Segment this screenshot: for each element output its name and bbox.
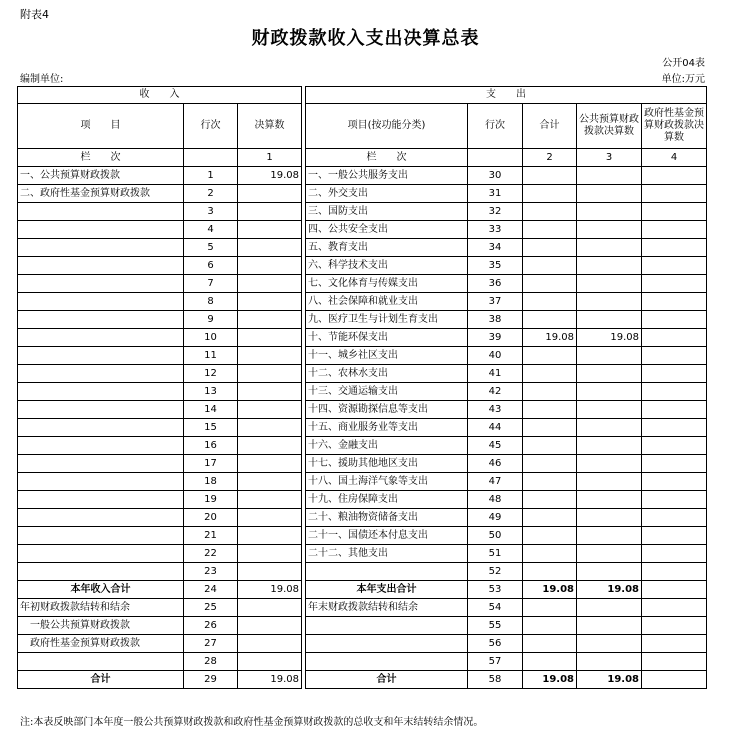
expense-total-cell [523, 509, 577, 527]
expense-total-cell [523, 599, 577, 617]
expense-public-budget-cell [577, 437, 642, 455]
column-index-number: 3 [577, 149, 642, 167]
income-line-no-cell: 16 [184, 437, 238, 455]
expense-gov-fund-cell [642, 473, 707, 491]
expense-line-no-cell: 39 [468, 329, 523, 347]
column-index-cell [468, 149, 523, 167]
compiler-label: 编制单位: [20, 74, 64, 85]
column-index-number: 4 [642, 149, 707, 167]
income-item-cell: 本年收入合计 [18, 581, 184, 599]
expense-gov-fund-cell [642, 185, 707, 203]
income-item-cell [18, 275, 184, 293]
expense-item-cell: 十四、资源勘探信息等支出 [306, 401, 468, 419]
expense-line-no-cell: 41 [468, 365, 523, 383]
table-row [18, 257, 707, 275]
expense-line-no-cell: 55 [468, 617, 523, 635]
public-budget-header: 公共预算财政拨款决算数 [577, 104, 642, 149]
line-no-header: 行次 [184, 104, 238, 149]
table-row [18, 653, 707, 671]
income-line-no-cell: 14 [184, 401, 238, 419]
expense-line-no-cell: 31 [468, 185, 523, 203]
expense-public-budget-cell [577, 473, 642, 491]
income-line-no-cell: 9 [184, 311, 238, 329]
expense-item-cell: 二十、粮油物资储备支出 [306, 509, 468, 527]
expense-gov-fund-cell [642, 653, 707, 671]
expense-public-budget-cell [577, 455, 642, 473]
expense-gov-fund-cell [642, 275, 707, 293]
income-item-cell [18, 437, 184, 455]
income-amount-cell [238, 455, 302, 473]
expense-item-cell: 年末财政拨款结转和结余 [306, 599, 468, 617]
expense-line-no-cell: 34 [468, 239, 523, 257]
expense-gov-fund-cell [642, 599, 707, 617]
expense-total-cell [523, 653, 577, 671]
expense-public-budget-cell [577, 545, 642, 563]
expense-total-cell [523, 347, 577, 365]
expense-gov-fund-cell [642, 581, 707, 599]
expense-total-cell [523, 239, 577, 257]
income-item-cell [18, 653, 184, 671]
expense-item-cell: 合计 [306, 671, 468, 689]
expense-line-no-cell: 57 [468, 653, 523, 671]
column-index-label: 栏 次 [18, 149, 184, 167]
income-item-cell [18, 491, 184, 509]
expense-item-cell: 十八、国土海洋气象等支出 [306, 473, 468, 491]
expense-line-no-cell: 54 [468, 599, 523, 617]
expense-public-budget-cell [577, 185, 642, 203]
income-amount-cell [238, 635, 302, 653]
table-row [18, 347, 707, 365]
expense-total-cell [523, 257, 577, 275]
expense-item-cell: 二十一、国债还本付息支出 [306, 527, 468, 545]
income-item-cell: 二、政府性基金预算财政拨款 [18, 185, 184, 203]
table-row [18, 617, 707, 635]
expense-gov-fund-cell [642, 455, 707, 473]
expense-line-no-cell: 46 [468, 455, 523, 473]
income-item-cell [18, 257, 184, 275]
expense-total-cell [523, 167, 577, 185]
expense-public-budget-cell [577, 383, 642, 401]
expense-item-cell: 十九、住房保障支出 [306, 491, 468, 509]
expense-gov-fund-cell [642, 257, 707, 275]
income-line-no-cell: 25 [184, 599, 238, 617]
income-amount-cell [238, 329, 302, 347]
income-line-no-cell: 20 [184, 509, 238, 527]
income-line-no-cell: 28 [184, 653, 238, 671]
expense-line-no-cell: 36 [468, 275, 523, 293]
income-item-cell [18, 311, 184, 329]
income-item-cell [18, 329, 184, 347]
expense-public-budget-cell: 19.08 [577, 671, 642, 689]
expense-total-cell [523, 419, 577, 437]
appendix-label: 附表4 [20, 8, 49, 21]
section-header-row [18, 87, 707, 104]
expense-public-budget-cell [577, 599, 642, 617]
expense-line-no-cell: 45 [468, 437, 523, 455]
expense-line-no-cell: 48 [468, 491, 523, 509]
expense-total-cell [523, 401, 577, 419]
table-row [18, 239, 707, 257]
footnote: 注:本表反映部门本年度一般公共预算财政拨款和政府性基金预算财政拨款的总收支和年末结转结余情况。 [20, 717, 484, 728]
table-row [18, 185, 707, 203]
income-line-no-cell: 5 [184, 239, 238, 257]
expense-gov-fund-cell [642, 401, 707, 419]
expense-gov-fund-cell [642, 329, 707, 347]
expense-line-no-cell: 30 [468, 167, 523, 185]
income-amount-cell: 19.08 [238, 167, 302, 185]
expense-total-cell [523, 311, 577, 329]
expense-item-cell: 八、社会保障和就业支出 [306, 293, 468, 311]
income-amount-cell [238, 473, 302, 491]
income-item-cell: 年初财政拨款结转和结余 [18, 599, 184, 617]
expense-total-cell: 19.08 [523, 671, 577, 689]
table-row [18, 203, 707, 221]
item-header: 项 目 [18, 104, 184, 149]
column-index-label-2: 栏 次 [306, 149, 468, 167]
expense-gov-fund-cell [642, 311, 707, 329]
expense-item-cell: 七、文化体育与传媒支出 [306, 275, 468, 293]
income-line-no-cell: 26 [184, 617, 238, 635]
expense-line-no-cell: 42 [468, 383, 523, 401]
expense-item-cell: 五、教育支出 [306, 239, 468, 257]
expense-public-budget-cell [577, 203, 642, 221]
income-amount-cell [238, 275, 302, 293]
income-amount-cell [238, 203, 302, 221]
column-index-number: 1 [238, 149, 302, 167]
income-line-no-cell: 15 [184, 419, 238, 437]
expense-gov-fund-cell [642, 167, 707, 185]
expense-gov-fund-cell [642, 671, 707, 689]
expense-gov-fund-cell [642, 347, 707, 365]
income-amount-cell [238, 563, 302, 581]
income-line-no-cell: 10 [184, 329, 238, 347]
income-amount-cell [238, 437, 302, 455]
income-amount-cell [238, 419, 302, 437]
income-item-cell [18, 239, 184, 257]
expense-header: 支 出 [306, 87, 707, 104]
income-line-no-cell: 21 [184, 527, 238, 545]
income-line-no-cell: 22 [184, 545, 238, 563]
expense-gov-fund-cell [642, 527, 707, 545]
expense-gov-fund-cell [642, 383, 707, 401]
income-item-cell [18, 419, 184, 437]
expense-total-cell [523, 473, 577, 491]
table-row [18, 527, 707, 545]
expense-public-budget-cell: 19.08 [577, 329, 642, 347]
income-line-no-cell: 3 [184, 203, 238, 221]
table-row [18, 167, 707, 185]
income-amount-cell [238, 311, 302, 329]
table-row [18, 491, 707, 509]
income-amount-cell: 19.08 [238, 671, 302, 689]
expense-gov-fund-cell [642, 419, 707, 437]
table-row [18, 563, 707, 581]
expense-line-no-cell: 47 [468, 473, 523, 491]
expense-line-no-cell: 56 [468, 635, 523, 653]
expense-gov-fund-cell [642, 203, 707, 221]
form-number: 公开04表 [662, 58, 705, 69]
income-amount-cell [238, 239, 302, 257]
expense-item-cell: 十、节能环保支出 [306, 329, 468, 347]
expense-item-cell: 十七、援助其他地区支出 [306, 455, 468, 473]
expense-item-cell: 四、公共安全支出 [306, 221, 468, 239]
income-amount-cell [238, 185, 302, 203]
expense-total-cell [523, 455, 577, 473]
expense-item-cell [306, 617, 468, 635]
expense-total-cell: 19.08 [523, 581, 577, 599]
expense-public-budget-cell [577, 167, 642, 185]
expense-public-budget-cell [577, 275, 642, 293]
total-header: 合计 [523, 104, 577, 149]
table-row [18, 473, 707, 491]
expense-item-cell: 二十二、其他支出 [306, 545, 468, 563]
expense-public-budget-cell [577, 653, 642, 671]
gov-fund-header: 政府性基金预算财政拨款决算数 [642, 104, 707, 149]
expense-item-cell: 六、科学技术支出 [306, 257, 468, 275]
expense-item-cell: 三、国防支出 [306, 203, 468, 221]
income-item-cell [18, 455, 184, 473]
expense-gov-fund-cell [642, 617, 707, 635]
expense-public-budget-cell [577, 419, 642, 437]
income-item-cell [18, 221, 184, 239]
income-line-no-cell: 23 [184, 563, 238, 581]
income-amount-cell [238, 509, 302, 527]
income-amount-cell [238, 293, 302, 311]
income-item-cell: 合计 [18, 671, 184, 689]
income-item-cell [18, 527, 184, 545]
income-item-cell [18, 473, 184, 491]
income-item-cell: 一般公共预算财政拨款 [18, 617, 184, 635]
income-item-cell [18, 563, 184, 581]
table-row [18, 419, 707, 437]
income-line-no-cell: 6 [184, 257, 238, 275]
income-item-cell [18, 293, 184, 311]
expense-item-cell: 二、外交支出 [306, 185, 468, 203]
expense-item-cell: 十一、城乡社区支出 [306, 347, 468, 365]
income-amount-cell [238, 545, 302, 563]
expense-public-budget-cell [577, 221, 642, 239]
column-index-row [18, 149, 707, 167]
table-row [18, 311, 707, 329]
income-amount-cell [238, 257, 302, 275]
expense-total-cell [523, 491, 577, 509]
expense-item-cell [306, 653, 468, 671]
table-row [18, 581, 707, 599]
table-row [18, 293, 707, 311]
final-accounts-table [17, 86, 707, 689]
expense-item-cell: 本年支出合计 [306, 581, 468, 599]
income-line-no-cell: 27 [184, 635, 238, 653]
expense-total-cell [523, 563, 577, 581]
income-line-no-cell: 7 [184, 275, 238, 293]
table-row [18, 383, 707, 401]
expense-total-cell [523, 527, 577, 545]
income-line-no-cell: 12 [184, 365, 238, 383]
final-amount-header: 决算数 [238, 104, 302, 149]
expense-line-no-cell: 33 [468, 221, 523, 239]
expense-public-budget-cell: 19.08 [577, 581, 642, 599]
expense-item-cell: 十五、商业服务业等支出 [306, 419, 468, 437]
table-row [18, 509, 707, 527]
expense-public-budget-cell [577, 311, 642, 329]
expense-gov-fund-cell [642, 293, 707, 311]
expense-total-cell [523, 293, 577, 311]
expense-total-cell [523, 383, 577, 401]
expense-item-cell: 一、一般公共服务支出 [306, 167, 468, 185]
table-row [18, 455, 707, 473]
income-line-no-cell: 2 [184, 185, 238, 203]
expense-gov-fund-cell [642, 563, 707, 581]
expense-public-budget-cell [577, 617, 642, 635]
expense-total-cell [523, 617, 577, 635]
income-line-no-cell: 8 [184, 293, 238, 311]
income-amount-cell [238, 653, 302, 671]
income-amount-cell [238, 401, 302, 419]
line-no-header-2: 行次 [468, 104, 523, 149]
table-row [18, 365, 707, 383]
column-index-number: 2 [523, 149, 577, 167]
expense-line-no-cell: 43 [468, 401, 523, 419]
expense-item-cell: 九、医疗卫生与计划生育支出 [306, 311, 468, 329]
income-item-cell [18, 347, 184, 365]
expense-total-cell [523, 437, 577, 455]
expense-item-cell [306, 635, 468, 653]
expense-gov-fund-cell [642, 365, 707, 383]
expense-line-no-cell: 49 [468, 509, 523, 527]
expense-line-no-cell: 37 [468, 293, 523, 311]
column-index-cell [184, 149, 238, 167]
expense-item-cell [306, 563, 468, 581]
expense-gov-fund-cell [642, 635, 707, 653]
expense-gov-fund-cell [642, 239, 707, 257]
income-item-cell: 一、公共预算财政拨款 [18, 167, 184, 185]
income-amount-cell [238, 491, 302, 509]
income-item-cell [18, 203, 184, 221]
report-title: 财政拨款收入支出决算总表 [251, 28, 480, 49]
expense-total-cell [523, 545, 577, 563]
income-amount-cell [238, 347, 302, 365]
expense-total-cell [523, 635, 577, 653]
income-line-no-cell: 4 [184, 221, 238, 239]
expense-public-budget-cell [577, 563, 642, 581]
expense-total-cell: 19.08 [523, 329, 577, 347]
table-row [18, 401, 707, 419]
expense-total-cell [523, 275, 577, 293]
income-amount-cell [238, 221, 302, 239]
income-line-no-cell: 18 [184, 473, 238, 491]
table-row [18, 545, 707, 563]
income-line-no-cell: 29 [184, 671, 238, 689]
expense-gov-fund-cell [642, 221, 707, 239]
expense-public-budget-cell [577, 239, 642, 257]
income-item-cell [18, 509, 184, 527]
expense-item-cell: 十二、农林水支出 [306, 365, 468, 383]
expense-public-budget-cell [577, 257, 642, 275]
expense-gov-fund-cell [642, 545, 707, 563]
income-line-no-cell: 1 [184, 167, 238, 185]
expense-total-cell [523, 185, 577, 203]
income-amount-cell [238, 599, 302, 617]
column-header-row [18, 104, 707, 149]
expense-item-cell: 十三、交通运输支出 [306, 383, 468, 401]
expense-total-cell [523, 221, 577, 239]
income-header: 收 入 [18, 87, 302, 104]
expense-public-budget-cell [577, 401, 642, 419]
expense-gov-fund-cell [642, 491, 707, 509]
expense-line-no-cell: 40 [468, 347, 523, 365]
expense-line-no-cell: 50 [468, 527, 523, 545]
income-line-no-cell: 11 [184, 347, 238, 365]
table-row [18, 221, 707, 239]
expense-public-budget-cell [577, 527, 642, 545]
expense-line-no-cell: 58 [468, 671, 523, 689]
expense-line-no-cell: 52 [468, 563, 523, 581]
income-line-no-cell: 13 [184, 383, 238, 401]
income-amount-cell [238, 617, 302, 635]
expense-public-budget-cell [577, 491, 642, 509]
item-by-function-header: 项目(按功能分类) [306, 104, 468, 149]
expense-public-budget-cell [577, 347, 642, 365]
expense-gov-fund-cell [642, 437, 707, 455]
table-row [18, 275, 707, 293]
expense-item-cell: 十六、金融支出 [306, 437, 468, 455]
expense-line-no-cell: 38 [468, 311, 523, 329]
expense-gov-fund-cell [642, 509, 707, 527]
income-item-cell [18, 383, 184, 401]
income-line-no-cell: 17 [184, 455, 238, 473]
expense-line-no-cell: 51 [468, 545, 523, 563]
expense-line-no-cell: 53 [468, 581, 523, 599]
table-row [18, 599, 707, 617]
income-item-cell [18, 545, 184, 563]
income-amount-cell [238, 383, 302, 401]
expense-line-no-cell: 32 [468, 203, 523, 221]
income-item-cell [18, 401, 184, 419]
income-item-cell: 政府性基金预算财政拨款 [18, 635, 184, 653]
income-line-no-cell: 24 [184, 581, 238, 599]
income-amount-cell [238, 527, 302, 545]
expense-public-budget-cell [577, 635, 642, 653]
income-item-cell [18, 365, 184, 383]
income-line-no-cell: 19 [184, 491, 238, 509]
unit-label: 单位:万元 [661, 74, 705, 85]
income-amount-cell: 19.08 [238, 581, 302, 599]
income-amount-cell [238, 365, 302, 383]
expense-total-cell [523, 365, 577, 383]
expense-public-budget-cell [577, 365, 642, 383]
table-row [18, 329, 707, 347]
table-row [18, 671, 707, 689]
expense-line-no-cell: 35 [468, 257, 523, 275]
expense-public-budget-cell [577, 293, 642, 311]
table-row [18, 437, 707, 455]
expense-total-cell [523, 203, 577, 221]
expense-line-no-cell: 44 [468, 419, 523, 437]
table-row [18, 635, 707, 653]
expense-public-budget-cell [577, 509, 642, 527]
